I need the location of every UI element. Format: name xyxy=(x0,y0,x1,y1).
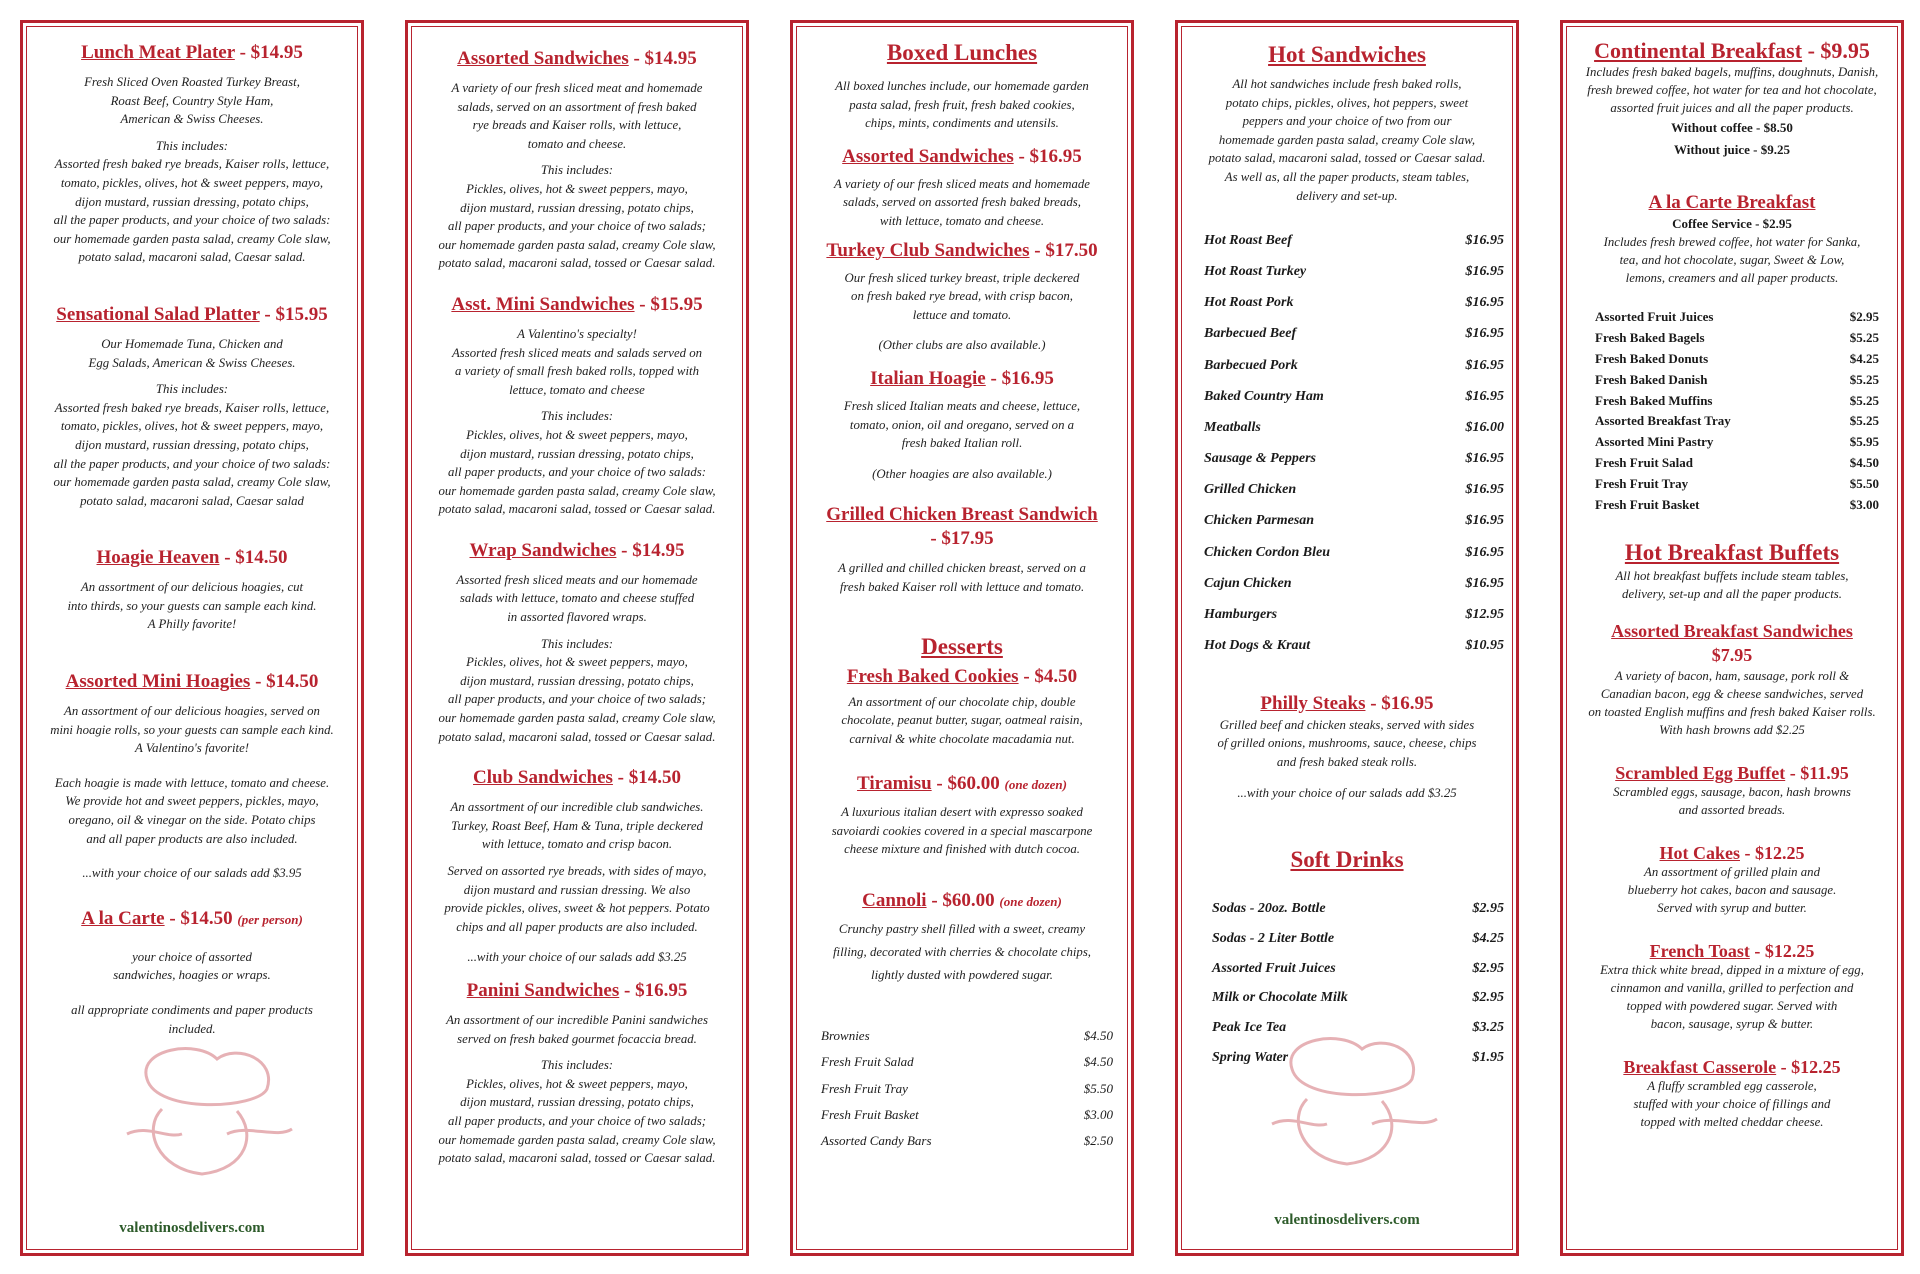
section-price: - $16.95 xyxy=(990,367,1054,389)
section-description: A grilled and chilled chicken breast, served on a fresh baked Kaiser roll with lettuce and tomato. xyxy=(838,561,1086,594)
list-item xyxy=(1204,225,1504,256)
section-price: - $14.95 xyxy=(621,539,685,561)
item-name: Peak Ice Tea xyxy=(1212,1020,1287,1036)
section-title-hoagie-heaven xyxy=(33,546,351,570)
panel-inner xyxy=(796,26,1128,1250)
item-name: Barbecued Beef xyxy=(1204,326,1297,342)
section-description: An assortment of our chocolate chip, double chocolate, peanut butter, sugar, oatmeal raisin, carnival & white chocolate macadamia nut. xyxy=(841,694,1083,746)
list-item xyxy=(1212,1043,1504,1073)
item-price: $16.95 xyxy=(1465,295,1504,311)
includes-text: Pickles, olives, hot & sweet peppers, mayo, dijon mustard, russian dressing, potato chips, all paper products, and your choice of two salads: our homemade garden pasta salad, creamy Cole slaw, potato salad, macaroni salad, tossed or Caesar salad. xyxy=(438,427,716,517)
section-name: Asst. Mini Sandwiches xyxy=(451,293,635,315)
section-title-a-la-carte xyxy=(33,907,351,932)
section-name: Italian Hoagie xyxy=(870,367,986,389)
list-item xyxy=(1595,328,1879,349)
item-name: Hot Roast Beef xyxy=(1204,232,1292,248)
item-price: $5.95 xyxy=(1849,434,1879,450)
section-price: - $14.95 xyxy=(239,42,303,63)
option-without-coffee: Without coffee - $8.50 xyxy=(1671,120,1793,135)
heading-hot-sandwiches: Hot Sandwiches xyxy=(1268,42,1426,67)
buffets-intro: All hot breakfast buffets include steam tables, delivery, set-up and all the paper products. xyxy=(1615,568,1849,601)
list-item xyxy=(1595,473,1879,494)
panel-inner xyxy=(1566,26,1898,1250)
section-title-a-la-carte-breakfast xyxy=(1573,191,1891,215)
item-name: Fresh Fruit Salad xyxy=(1595,454,1693,470)
heading-hot-breakfast-buffets: Hot Breakfast Buffets xyxy=(1624,539,1840,565)
section-description: An assortment of grilled plain and blueberry hot cakes, bacon and sausage. Served with syrup and butter. xyxy=(1627,864,1837,915)
item-price: $5.25 xyxy=(1849,371,1879,387)
section-description: A variety of our fresh sliced meats and homemade salads, served on assorted fresh baked breads, with lettuce, tomato and cheese. xyxy=(834,176,1090,228)
section-name: Turkey Club Sandwiches xyxy=(826,239,1030,261)
item-name: Sausage & Peppers xyxy=(1204,451,1316,467)
includes-text: Pickles, olives, hot & sweet peppers, mayo, dijon mustard, russian dressing, potato chips, all paper products, and your choice of two salads; our homemade garden pasta salad, creamy Cole slaw, potato salad, macaroni salad, tossed or Caesar salad. xyxy=(438,655,716,744)
list-item xyxy=(1595,390,1879,411)
item-price: $5.25 xyxy=(1849,413,1879,429)
section-note: (one dozen) xyxy=(1004,777,1067,793)
item-price: $5.50 xyxy=(1849,475,1879,491)
section-name: Assorted Breakfast Sandwiches xyxy=(1611,620,1853,641)
list-item xyxy=(1595,411,1879,432)
section-name: Grilled Chicken Breast Sandwich xyxy=(826,504,1098,526)
section-title-hot-cakes xyxy=(1573,843,1891,863)
section-description: An assortment of our incredible Panini sandwiches served on fresh baked gourmet focaccia bread. xyxy=(446,1012,708,1046)
includes-label: This includes: xyxy=(155,138,229,153)
section-name: Assorted Mini Hoagies xyxy=(65,671,251,693)
item-price: $5.25 xyxy=(1849,392,1879,408)
section-name: A la Carte xyxy=(81,907,165,929)
section-name: Continental Breakfast xyxy=(1594,38,1803,63)
section-description: A Valentino's specialty! Assorted fresh sliced meats and salads served on a variety of small fresh baked rolls, topped with lettuce, tomato and cheese xyxy=(451,326,703,397)
list-item xyxy=(1212,954,1504,984)
item-price: $16.95 xyxy=(1465,263,1504,279)
section-title-assorted-sandwiches xyxy=(418,47,736,71)
section-price: - $4.50 xyxy=(1023,665,1078,687)
section-name: Hoagie Heaven xyxy=(96,547,220,569)
section-description: Assorted fresh sliced meats and our homemade salads with lettuce, tomato and cheese stuffed in assorted flavored wraps. xyxy=(456,572,698,625)
section-description: Our Homemade Tuna, Chicken and Egg Salads, American & Swiss Cheeses. xyxy=(88,336,296,370)
list-item xyxy=(821,1075,1113,1101)
list-item xyxy=(821,1128,1113,1154)
list-item xyxy=(1595,453,1879,474)
item-name: Fresh Fruit Salad xyxy=(821,1054,914,1070)
section-name: Cannoli xyxy=(862,890,927,912)
section-title-salad-platter xyxy=(33,303,351,327)
item-price: $3.25 xyxy=(1472,1020,1504,1036)
includes-text: Assorted fresh baked rye breads, Kaiser rolls, lettuce, tomato, pickles, olives, hot & sweet peppers, mayo, dijon mustard, russian dressing, potato chips, all the paper products, and your choice of two salads: our homemade garden pasta salad, creamy Cole slaw, potato salad, macaroni salad, Caesar salad xyxy=(53,400,331,508)
section-title-club-sandwiches xyxy=(418,766,736,790)
section-title-italian-hoagie xyxy=(803,367,1121,391)
list-item xyxy=(1212,984,1504,1014)
section-title-panini-sandwiches xyxy=(418,979,736,1003)
list-item xyxy=(1204,631,1504,662)
section-description: Our fresh sliced turkey breast, triple deckered on fresh baked rye bread, with crisp bacon, lettuce and tomato. xyxy=(844,270,1080,322)
section-title-cookies xyxy=(803,665,1121,689)
item-price: $2.95 xyxy=(1472,960,1504,976)
item-name: Fresh Baked Muffins xyxy=(1595,392,1713,408)
section-price: - $17.95 xyxy=(930,528,994,550)
list-item xyxy=(1204,443,1504,474)
item-price: $16.00 xyxy=(1465,419,1504,435)
item-price: $2.50 xyxy=(1083,1132,1113,1148)
item-name: Fresh Fruit Tray xyxy=(821,1080,908,1096)
menu-panel-lunch-platters xyxy=(20,20,364,1256)
section-note: (Other hoagies are also available.) xyxy=(872,466,1052,481)
section-name: Assorted Sandwiches xyxy=(842,145,1014,167)
heading-desserts: Desserts xyxy=(921,633,1003,659)
list-item xyxy=(1212,1013,1504,1043)
item-name: Fresh Baked Donuts xyxy=(1595,350,1709,366)
item-name: Assorted Breakfast Tray xyxy=(1595,413,1731,429)
item-name: Assorted Fruit Juices xyxy=(1595,309,1714,325)
section-title-french-toast xyxy=(1573,941,1891,961)
item-name: Hot Roast Turkey xyxy=(1204,263,1307,279)
item-price: $3.00 xyxy=(1849,496,1879,512)
section-note: (per person) xyxy=(237,911,303,927)
section-price: - $16.95 xyxy=(1370,692,1434,714)
section-price: - $60.00 xyxy=(936,773,1000,795)
list-item xyxy=(1204,568,1504,599)
section-description: Grilled beef and chicken steaks, served with sides of grilled onions, mushrooms, sauce, cheese, chips and fresh baked steak rolls. xyxy=(1217,717,1477,769)
section-title-cannoli xyxy=(803,889,1121,914)
breakfast-price-list xyxy=(1595,307,1879,515)
menu-panel-sandwiches xyxy=(405,20,749,1256)
list-item xyxy=(1595,432,1879,453)
item-name: Fresh Fruit Tray xyxy=(1595,475,1689,491)
option-without-juice: Without juice - $9.25 xyxy=(1673,142,1791,157)
section-title-breakfast-casserole xyxy=(1573,1057,1891,1077)
coffee-service: Coffee Service - $2.95 xyxy=(1672,216,1792,231)
list-item xyxy=(821,1049,1113,1075)
item-price: $16.95 xyxy=(1465,513,1504,529)
hot-sandwiches-intro: All hot sandwiches include fresh baked rolls, potato chips, pickles, olives, hot peppers, sweet peppers and your choice of two from our homemade garden pasta salad, creamy Cole slaw, potato salad, macaroni salad, tossed or Caesar salad. As well as, all the paper products, steam tables, delivery and set-up. xyxy=(1208,77,1486,203)
list-item xyxy=(1595,494,1879,515)
section-title-lunch-meat-plater xyxy=(33,41,351,65)
item-name: Cajun Chicken xyxy=(1204,575,1292,591)
section-title-wrap-sandwiches xyxy=(418,539,736,563)
section-description: An assortment of our incredible club sandwiches. Turkey, Roast Beef, Ham & Tuna, triple deckered with lettuce, tomato and crisp bacon. xyxy=(450,800,704,852)
item-name: Baked Country Ham xyxy=(1204,388,1324,404)
item-name: Sodas - 2 Liter Bottle xyxy=(1212,930,1335,946)
section-title-tiramisu xyxy=(803,772,1121,797)
section-name: Fresh Baked Cookies xyxy=(846,665,1019,687)
section-description: Crunchy pastry shell filled with a sweet, creamy filling, decorated with cherries & chocolate chips, lightly dusted with powdered sugar. xyxy=(832,922,1092,983)
includes-label: This includes: xyxy=(540,163,614,178)
item-name: Hot Dogs & Kraut xyxy=(1204,638,1311,654)
includes-label: This includes: xyxy=(540,1058,614,1073)
section-description: Fresh sliced Italian meats and cheese, lettuce, tomato, onion, oil and oregano, served on a fresh baked Italian roll. xyxy=(843,398,1081,451)
section-description: Fresh Sliced Oven Roasted Turkey Breast, Roast Beef, Country Style Ham, American & Swiss Cheeses. xyxy=(84,75,300,127)
section-description: A variety of our fresh sliced meat and homemade salads, served on an assortment of fresh baked rye breads and Kaiser rolls, with lettuce, tomato and cheese. xyxy=(451,81,703,151)
section-price: - $9.95 xyxy=(1807,38,1870,63)
item-price: $4.50 xyxy=(1083,1054,1113,1070)
item-name: Hamburgers xyxy=(1204,607,1278,622)
section-price: - $16.95 xyxy=(624,979,688,1001)
item-price: $3.00 xyxy=(1083,1106,1113,1122)
salads-addon: ...with your choice of our salads add $3.25 xyxy=(467,950,687,965)
hot-sandwich-price-list xyxy=(1204,225,1504,662)
list-item xyxy=(1595,349,1879,370)
list-item xyxy=(1204,256,1504,287)
section-price: $7.95 xyxy=(1711,644,1753,665)
section-name: Breakfast Casserole xyxy=(1623,1056,1777,1077)
section-name: Panini Sandwiches xyxy=(466,979,620,1001)
includes-label: This includes: xyxy=(155,382,229,397)
list-item xyxy=(1212,924,1504,954)
footer-website: valentinosdelivers.com xyxy=(1274,1212,1420,1228)
includes-label: This includes: xyxy=(540,409,614,424)
item-name: Assorted Fruit Juices xyxy=(1212,960,1336,976)
item-name: Grilled Chicken xyxy=(1204,482,1297,498)
list-item xyxy=(1204,412,1504,443)
menu-panel-breakfast xyxy=(1560,20,1904,1256)
item-price: $12.95 xyxy=(1465,607,1504,622)
section-price: - $12.25 xyxy=(1754,940,1815,961)
section-name: Hot Cakes xyxy=(1659,842,1740,863)
item-name: Brownies xyxy=(821,1028,870,1044)
section-title-breakfast-sandwiches xyxy=(1573,619,1891,667)
item-price: $2.95 xyxy=(1472,990,1504,1006)
section-name: Lunch Meat Plater xyxy=(81,42,235,63)
section-name: French Toast xyxy=(1649,940,1750,961)
section-price: - $15.95 xyxy=(639,293,703,315)
item-price: $4.25 xyxy=(1849,350,1879,366)
chef-logo-watermark xyxy=(107,1039,297,1189)
section-price: - $14.50 xyxy=(617,767,681,789)
section-name: Wrap Sandwiches xyxy=(469,539,617,561)
item-price: $16.95 xyxy=(1465,357,1504,373)
item-price: $16.95 xyxy=(1465,232,1504,248)
section-description: An assortment of our delicious hoagies, served on mini hoagie rolls, so your guests can sample each kind. A Valentino's favorite! xyxy=(50,704,334,756)
salads-addon: ...with your choice of our salads add $3.95 xyxy=(82,866,302,881)
list-item xyxy=(1204,475,1504,506)
item-price: $16.95 xyxy=(1465,482,1504,498)
section-note: (one dozen) xyxy=(999,894,1062,910)
section-price: - $14.50 xyxy=(255,671,319,693)
item-price: $5.25 xyxy=(1849,330,1879,346)
item-name: Milk or Chocolate Milk xyxy=(1212,990,1348,1006)
section-name: Philly Steaks xyxy=(1260,692,1366,714)
section-name: Assorted Sandwiches xyxy=(457,48,629,69)
item-name: Barbecued Pork xyxy=(1204,357,1298,373)
section-description: A variety of bacon, ham, sausage, pork roll & Canadian bacon, egg & cheese sandwiches, served on toasted English muffins and fresh baked Kaiser rolls. With hash browns add $2.25 xyxy=(1588,668,1876,737)
section-description: Includes fresh baked bagels, muffins, doughnuts, Danish, fresh brewed coffee, hot water for tea and hot chocolate, assorted fruit juices and all the paper products. xyxy=(1585,65,1879,115)
item-price: $1.95 xyxy=(1472,1050,1504,1066)
includes-text: Pickles, olives, hot & sweet peppers, mayo, dijon mustard, russian dressing, potato chips, all paper products, and your choice of two salads; our homemade garden pasta salad, creamy Cole slaw, potato salad, macaroni salad, tossed or Caesar salad. xyxy=(438,1076,716,1166)
section-title-continental-breakfast xyxy=(1573,39,1891,63)
item-price: $16.95 xyxy=(1465,544,1504,560)
item-name: Chicken Parmesan xyxy=(1204,513,1315,529)
soft-drinks-price-list xyxy=(1212,894,1504,1073)
section-note: (Other clubs are also available.) xyxy=(878,338,1046,353)
menu-panel-boxed-lunches xyxy=(790,20,1134,1256)
section-title-philly-steaks xyxy=(1188,692,1506,716)
item-name: Fresh Baked Bagels xyxy=(1595,330,1705,346)
list-item xyxy=(1595,369,1879,390)
list-item xyxy=(1204,599,1504,630)
item-name: Fresh Baked Danish xyxy=(1595,371,1708,387)
item-name: Chicken Cordon Bleu xyxy=(1204,544,1331,560)
item-price: $2.95 xyxy=(1849,309,1879,325)
item-name: Hot Roast Pork xyxy=(1204,295,1294,311)
panel-inner xyxy=(1181,26,1513,1250)
section-price: - $12.25 xyxy=(1780,1056,1841,1077)
includes-text: Assorted fresh baked rye breads, Kaiser rolls, lettuce, tomato, pickles, olives, hot & sweet peppers, mayo, dijon mustard, russian dressing, potato chips, all the paper products, and your choice of two salads: our homemade garden pasta salad, creamy Cole slaw, potato salad, macaroni salad, Caesar salad. xyxy=(53,157,331,265)
item-price: $10.95 xyxy=(1465,638,1504,654)
list-item xyxy=(1204,288,1504,319)
item-price: $16.95 xyxy=(1465,451,1504,467)
section-price: - $15.95 xyxy=(264,303,328,325)
section-title-grilled-chicken xyxy=(803,503,1121,551)
dessert-price-list xyxy=(821,1023,1113,1154)
section-title-scrambled-egg-buffet xyxy=(1573,763,1891,783)
footer-website: valentinosdelivers.com xyxy=(119,1220,265,1236)
section-name: A la Carte Breakfast xyxy=(1648,192,1816,213)
section-title-mini-sandwiches xyxy=(418,293,736,317)
item-price: $5.50 xyxy=(1083,1080,1113,1096)
section-name: Scrambled Egg Buffet xyxy=(1615,762,1786,783)
section-name: Tiramisu xyxy=(857,773,932,795)
section-price: - $12.25 xyxy=(1744,842,1805,863)
item-price: $16.95 xyxy=(1465,388,1504,404)
item-price: $4.50 xyxy=(1849,454,1879,470)
list-item xyxy=(1212,894,1504,924)
item-name: Assorted Mini Pastry xyxy=(1595,434,1714,450)
section-price: - $60.00 xyxy=(931,890,995,912)
item-price: $16.95 xyxy=(1465,575,1504,591)
section-description: Extra thick white bread, dipped in a mixture of egg, cinnamon and vanilla, grilled to perfection and topped with powdered sugar. Served with bacon, sausage, syrup & butter. xyxy=(1600,962,1864,1031)
boxed-lunches-intro: All boxed lunches include, our homemade garden pasta salad, fresh fruit, fresh baked cookies, chips, mints, condiments and utensils. xyxy=(835,79,1089,131)
section-price: - $14.50 xyxy=(224,547,288,569)
section-description: A luxurious italian desert with expresso soaked savoiardi cookies covered in a special mascarpone cheese mixture and finished with dutch cocoa. xyxy=(831,805,1093,857)
section-description: An assortment of our delicious hoagies, cut into thirds, so your guests can sample each kind. A Philly favorite! xyxy=(67,580,317,632)
list-item xyxy=(1204,350,1504,381)
list-item xyxy=(1204,506,1504,537)
section-description-extra: all appropriate condiments and paper products included. xyxy=(71,1003,313,1036)
section-description: your choice of assorted sandwiches, hoagies or wraps. xyxy=(113,949,271,983)
list-item xyxy=(821,1102,1113,1128)
heading-soft-drinks: Soft Drinks xyxy=(1290,847,1404,873)
item-name: Meatballs xyxy=(1204,419,1261,435)
section-price: - $14.95 xyxy=(633,48,697,69)
item-name: Spring Water xyxy=(1212,1050,1289,1066)
list-item xyxy=(1204,381,1504,412)
item-price: $2.95 xyxy=(1472,901,1504,917)
panel-inner xyxy=(411,26,743,1250)
item-price: $16.95 xyxy=(1465,326,1504,342)
list-item xyxy=(1204,319,1504,350)
section-description: Includes fresh brewed coffee, hot water for Sanka, tea, and hot chocolate, sugar, Sweet & Low, lemons, creamers and all paper products. xyxy=(1603,235,1861,285)
section-title-mini-hoagies xyxy=(33,670,351,694)
list-item xyxy=(1204,537,1504,568)
section-name: Sensational Salad Platter xyxy=(56,303,260,325)
item-name: Fresh Fruit Basket xyxy=(1595,496,1700,512)
section-price: - $14.50 xyxy=(169,907,233,929)
panel-inner xyxy=(26,26,358,1250)
item-name: Sodas - 20oz. Bottle xyxy=(1212,901,1326,917)
includes-text: Pickles, olives, hot & sweet peppers, mayo, dijon mustard, russian dressing, potato chips, all paper products, and your choice of two salads; our homemade garden pasta salad, creamy Cole slaw, potato salad, macaroni salad, tossed or Caesar salad. xyxy=(438,181,716,271)
section-price: - $11.95 xyxy=(1789,762,1849,783)
section-name: Club Sandwiches xyxy=(473,767,613,789)
section-title-assorted-sandwiches xyxy=(803,145,1121,169)
item-name: Fresh Fruit Basket xyxy=(821,1106,919,1122)
section-description-extra: Each hoagie is made with lettuce, tomato and cheese. We provide hot and sweet peppers, pickles, mayo, oregano, oil & vinegar on the side. Potato chips and all paper products are also included. xyxy=(54,775,330,846)
section-description: Scrambled eggs, sausage, bacon, hash browns and assorted breads. xyxy=(1613,784,1851,817)
list-item xyxy=(821,1023,1113,1049)
section-price: - $17.50 xyxy=(1034,239,1098,261)
includes-label: This includes: xyxy=(540,636,614,651)
list-item xyxy=(1595,307,1879,328)
item-price: $4.25 xyxy=(1472,930,1504,946)
item-name: Assorted Candy Bars xyxy=(821,1132,932,1148)
item-price: $4.50 xyxy=(1083,1028,1113,1044)
section-description-extra: Served on assorted rye breads, with sides of mayo, dijon mustard and russian dressing. We also provide pickles, olives, sweet & hot peppers. Potato chips and all paper products are also included. xyxy=(444,864,710,934)
section-title-turkey-club xyxy=(803,239,1121,263)
heading-boxed-lunches: Boxed Lunches xyxy=(886,40,1038,65)
salads-addon: ...with your choice of our salads add $3.25 xyxy=(1237,785,1457,800)
menu-panel-hot-sandwiches xyxy=(1175,20,1519,1256)
section-description: A fluffy scrambled egg casserole, stuffed with your choice of fillings and topped with melted cheddar cheese. xyxy=(1633,1078,1831,1129)
section-price: - $16.95 xyxy=(1018,145,1082,167)
